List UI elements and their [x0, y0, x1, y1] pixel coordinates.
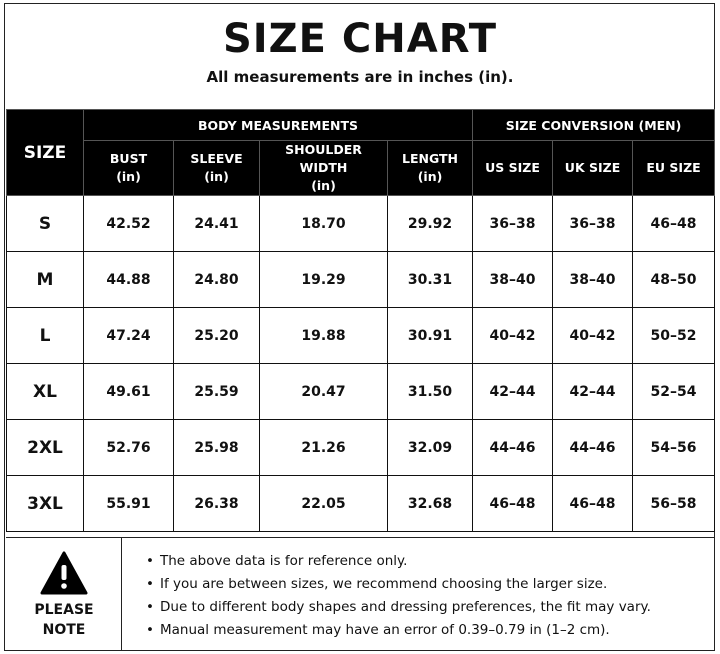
size-cell: L	[7, 308, 84, 364]
us-size-cell: 40–42	[473, 308, 553, 364]
note-item	[146, 550, 651, 573]
us-size-cell: 46–48	[473, 476, 553, 532]
bust-cell: 55.91	[84, 476, 174, 532]
bullet: •	[146, 599, 154, 615]
bust-cell: 44.88	[84, 252, 174, 308]
note-item	[146, 619, 651, 642]
eu-size-cell: 50–52	[633, 308, 715, 364]
sleeve-cell: 24.80	[174, 252, 260, 308]
note-list	[146, 550, 651, 642]
shoulder-width-cell: 19.29	[260, 252, 388, 308]
sleeve-label: SLEEVE	[190, 151, 243, 166]
length-cell: 32.09	[388, 420, 473, 476]
shoulder-width-cell: 21.26	[260, 420, 388, 476]
eu-size-cell: 54–56	[633, 420, 715, 476]
table-row	[7, 308, 715, 364]
uk-size-column-header: UK SIZE	[553, 141, 633, 196]
note-text: If you are between sizes, we recommend choosing the larger size.	[160, 576, 608, 592]
size-column-header: SIZE	[7, 110, 84, 196]
bust-label: BUST	[109, 151, 148, 166]
please-note-label	[6, 600, 122, 640]
size-rows	[7, 196, 715, 532]
uk-size-cell: 44–46	[553, 420, 633, 476]
note-text: Manual measurement may have an error of 0.39–0.79 in (1–2 cm).	[160, 622, 610, 638]
length-cell: 31.50	[388, 364, 473, 420]
eu-size-cell: 48–50	[633, 252, 715, 308]
length-cell: 30.31	[388, 252, 473, 308]
table-row	[7, 476, 715, 532]
eu-size-cell: 46–48	[633, 196, 715, 252]
sleeve-cell: 26.38	[174, 476, 260, 532]
shoulder-width-cell: 22.05	[260, 476, 388, 532]
bust-cell: 52.76	[84, 420, 174, 476]
sleeve-cell: 25.20	[174, 308, 260, 364]
warning-triangle-icon	[40, 551, 88, 595]
bust-column-header	[84, 141, 174, 196]
note-text: Due to different body shapes and dressing preferences, the fit may vary.	[160, 599, 651, 615]
sleeve-unit: (in)	[204, 169, 229, 184]
eu-size-column-header: EU SIZE	[633, 141, 715, 196]
uk-size-cell: 42–44	[553, 364, 633, 420]
table-row	[7, 196, 715, 252]
length-label: LENGTH	[402, 151, 459, 166]
table-row	[7, 364, 715, 420]
please-note-box	[6, 538, 122, 651]
size-conversion-header: SIZE CONVERSION (MEN)	[473, 110, 715, 141]
sleeve-cell: 24.41	[174, 196, 260, 252]
length-cell: 29.92	[388, 196, 473, 252]
please-label: PLEASE	[34, 602, 94, 618]
size-chart-table	[6, 109, 715, 532]
us-size-cell: 44–46	[473, 420, 553, 476]
uk-size-cell: 46–48	[553, 476, 633, 532]
uk-size-cell: 38–40	[553, 252, 633, 308]
size-cell: S	[7, 196, 84, 252]
bust-cell: 42.52	[84, 196, 174, 252]
body-measurements-header: BODY MEASUREMENTS	[84, 110, 473, 141]
uk-size-cell: 36–38	[553, 196, 633, 252]
eu-size-cell: 52–54	[633, 364, 715, 420]
length-cell: 30.91	[388, 308, 473, 364]
size-cell: XL	[7, 364, 84, 420]
shoulder-width-cell: 18.70	[260, 196, 388, 252]
uk-size-cell: 40–42	[553, 308, 633, 364]
bullet: •	[146, 576, 154, 592]
note-section	[6, 537, 714, 651]
length-unit: (in)	[417, 169, 443, 184]
size-cell: 2XL	[7, 420, 84, 476]
note-text: The above data is for reference only.	[160, 553, 408, 569]
us-size-cell: 38–40	[473, 252, 553, 308]
table-row	[7, 252, 715, 308]
bullet: •	[146, 622, 154, 638]
sleeve-column-header	[174, 141, 260, 196]
sleeve-cell: 25.59	[174, 364, 260, 420]
us-size-column-header: US SIZE	[473, 141, 553, 196]
bullet: •	[146, 553, 154, 569]
table-row	[7, 420, 715, 476]
length-cell: 32.68	[388, 476, 473, 532]
size-cell: 3XL	[7, 476, 84, 532]
bust-unit: (in)	[116, 169, 141, 184]
shoulder-column-header	[260, 141, 388, 196]
note-label: NOTE	[42, 622, 86, 638]
sleeve-cell: 25.98	[174, 420, 260, 476]
bust-cell: 47.24	[84, 308, 174, 364]
page-title: SIZE CHART	[222, 16, 498, 62]
shoulder-width-cell: 20.47	[260, 364, 388, 420]
eu-size-cell: 56–58	[633, 476, 715, 532]
page-subtitle: All measurements are in inches (in).	[206, 68, 514, 86]
bust-cell: 49.61	[84, 364, 174, 420]
shoulder-unit: (in)	[311, 178, 336, 193]
note-item	[146, 573, 651, 596]
shoulder-width-cell: 19.88	[260, 308, 388, 364]
us-size-cell: 36–38	[473, 196, 553, 252]
shoulder-label: SHOULDER WIDTH	[285, 142, 362, 175]
length-column-header	[388, 141, 473, 196]
us-size-cell: 42–44	[473, 364, 553, 420]
size-cell: M	[7, 252, 84, 308]
note-item	[146, 596, 651, 619]
